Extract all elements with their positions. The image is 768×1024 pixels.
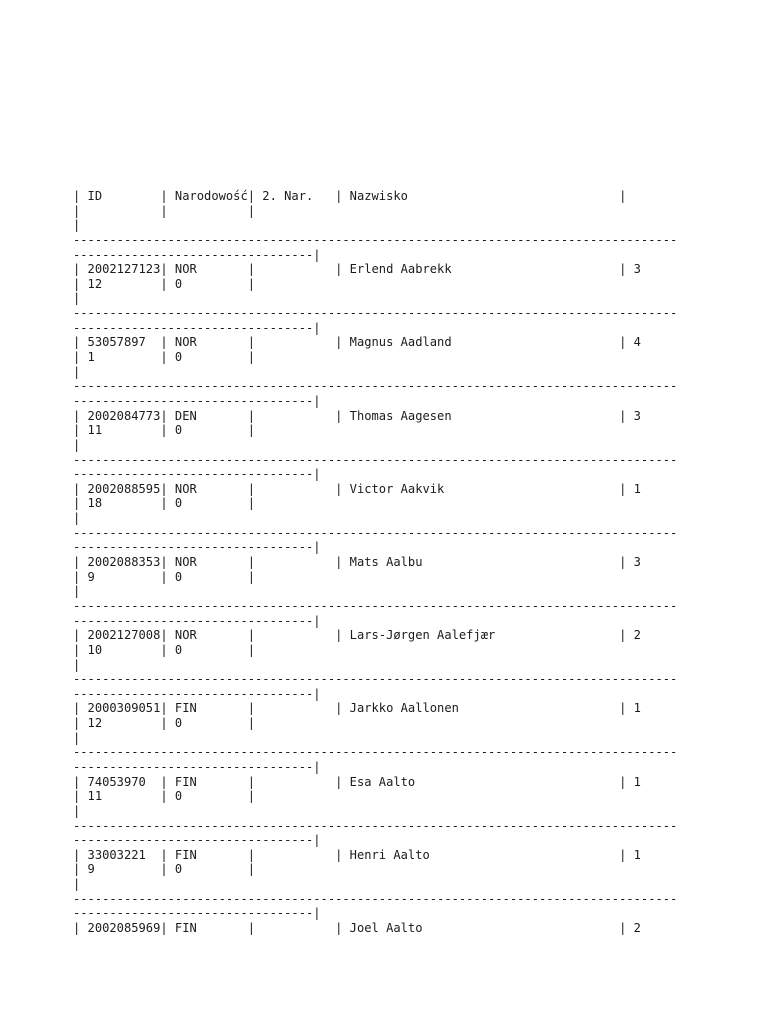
document-line: | 10 | 0 | [73,642,256,657]
document-line: ----------------------------------------------------------------------------------- [73,306,678,321]
document-line: ---------------------------------| [73,906,321,921]
document-line: ---------------------------------| [73,613,321,628]
document-line: | [73,218,81,233]
document-line: ----------------------------------------------------------------------------------- [73,452,678,467]
document-line: | 12 | 0 | [73,716,256,731]
document-line: ---------------------------------| [73,540,321,555]
document-line: ---------------------------------| [73,247,321,262]
document-line: | [73,657,81,672]
document-line: | 9 | 0 | [73,862,256,877]
document-line: | 1 | 0 | [73,350,256,365]
document-line: | [73,511,81,526]
document-line: | [73,730,81,745]
document-line: ---------------------------------| [73,759,321,774]
document-line: | 2002127008| NOR | | Lars-Jørgen Aalefjær | 2 [73,628,641,643]
document-line: | 2002088353| NOR | | Mats Aalbu | 3 [73,555,641,570]
document-line: | [73,877,81,892]
document-line: | [73,364,81,379]
document-line: ----------------------------------------------------------------------------------- [73,818,678,833]
document-line: | 12 | 0 | [73,276,256,291]
text-table-document [73,189,713,936]
document-line: ---------------------------------| [73,686,321,701]
document-line: | | | [73,203,256,218]
document-line: ---------------------------------| [73,320,321,335]
document-line: | 2002084773| DEN | | Thomas Aagesen | 3 [73,408,641,423]
document-line: | [73,291,81,306]
document-line: ---------------------------------| [73,833,321,848]
document-line: | 74053970 | FIN | | Esa Aalto | 1 [73,774,641,789]
document-line: ----------------------------------------------------------------------------------- [73,672,678,687]
document-line: | 11 | 0 | [73,423,256,438]
document-line: ----------------------------------------------------------------------------------- [73,525,678,540]
document-line: ----------------------------------------------------------------------------------- [73,232,678,247]
document-line: | 9 | 0 | [73,569,256,584]
document-line: | 33003221 | FIN | | Henri Aalto | 1 [73,847,641,862]
document-line: | 2002127123| NOR | | Erlend Aabrekk | 3 [73,262,641,277]
document-line: | 18 | 0 | [73,496,256,511]
document-line: | 2002088595| NOR | | Victor Aakvik | 1 [73,481,641,496]
document-line: | 2002085969| FIN | | Joel Aalto | 2 [73,921,641,936]
document-line: | [73,437,81,452]
document-line: ---------------------------------| [73,393,321,408]
document-line: | 2000309051| FIN | | Jarkko Aallonen | 1 [73,701,641,716]
document-line: | [73,803,81,818]
document-line: ---------------------------------| [73,467,321,482]
document-line: | 11 | 0 | [73,789,256,804]
document-line: | 53057897 | NOR | | Magnus Aadland | 4 [73,335,641,350]
document-line: | [73,584,81,599]
document-line: ----------------------------------------------------------------------------------- [73,745,678,760]
document-line: | ID | Narodowość| 2. Nar. | Nazwisko | [73,189,627,203]
document-line: ----------------------------------------------------------------------------------- [73,598,678,613]
document-line: ----------------------------------------------------------------------------------- [73,379,678,394]
document-line: ----------------------------------------------------------------------------------- [73,891,678,906]
